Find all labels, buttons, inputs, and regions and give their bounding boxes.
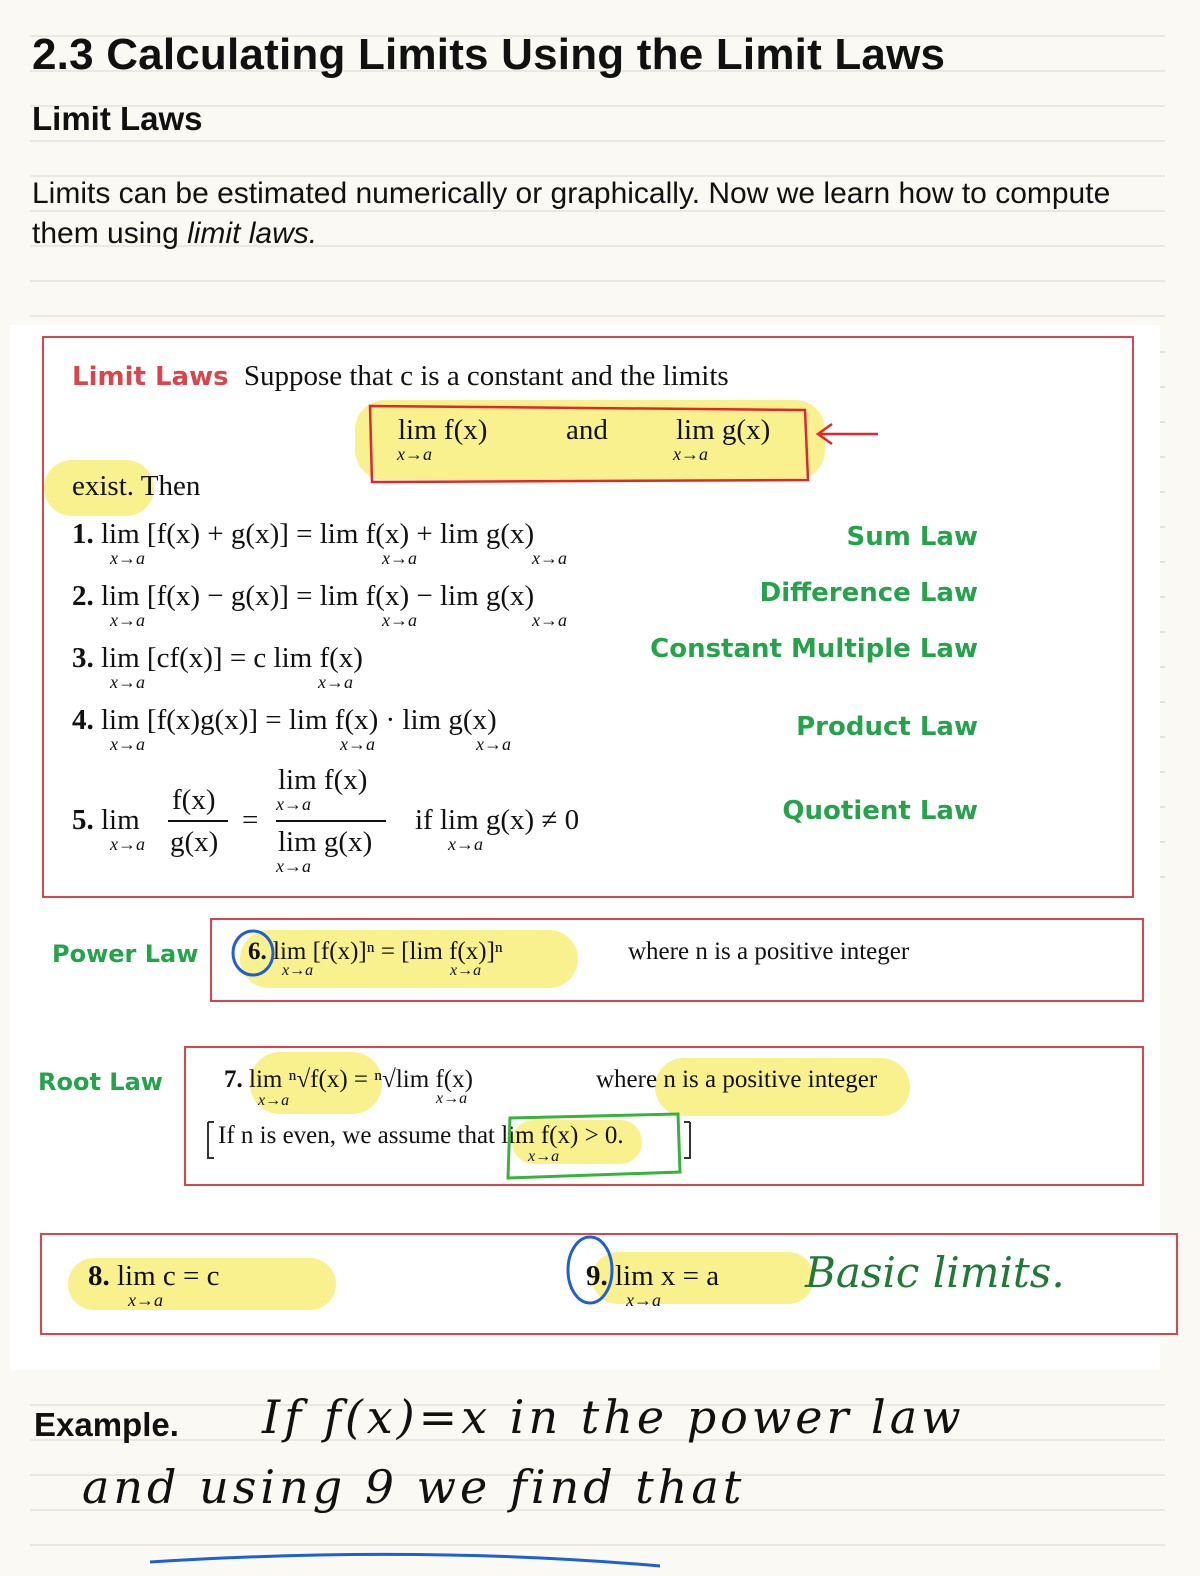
- law-3-sub-a: x→a: [110, 672, 145, 692]
- law-3-name: Constant Multiple Law: [650, 634, 978, 664]
- law-5-rhs-bottom: lim g(x): [278, 826, 373, 858]
- lim-g-subscript: x→a: [673, 444, 708, 464]
- law-8-number: 8.: [88, 1260, 110, 1292]
- power-law-sub-b: x→a: [450, 962, 482, 979]
- law-2-sub-c: x→a: [532, 610, 567, 630]
- power-law-expression: lim [f(x)]ⁿ = [lim f(x)]ⁿ: [273, 938, 503, 965]
- law-1-expression: lim [f(x) + g(x)] = lim f(x) + lim g(x): [101, 518, 535, 550]
- law-4-expression: lim [f(x)g(x)] = lim f(x) · lim g(x): [101, 704, 497, 736]
- law-5-lim: lim: [101, 804, 140, 836]
- law-5-sub-c: x→a: [276, 856, 311, 876]
- law-4-name: Product Law: [796, 712, 978, 742]
- law-3-sub-b: x→a: [318, 672, 353, 692]
- then-word: Then: [140, 470, 201, 502]
- law-5-equals: =: [242, 804, 259, 836]
- root-law-number: 7.: [224, 1066, 243, 1093]
- law-8-expression: lim c = c: [117, 1260, 220, 1292]
- law-5-frac-bottom: g(x): [170, 826, 219, 858]
- law-1-sub-a: x→a: [110, 548, 145, 568]
- law-2-sub-a: x→a: [110, 610, 145, 630]
- law-5-sub-d: x→a: [448, 834, 483, 854]
- root-law-label: Root Law: [38, 1068, 163, 1096]
- lim-f-subscript: x→a: [397, 444, 432, 464]
- law-4-sub-c: x→a: [476, 734, 511, 754]
- law-8-sub: x→a: [128, 1290, 163, 1310]
- example-line-1: If f(x)=x in the power law: [262, 1390, 965, 1444]
- section-subtitle: Limit Laws: [32, 100, 203, 137]
- law-5-rhs-top: lim f(x): [278, 764, 368, 796]
- root-law-sub-c: x→a: [528, 1148, 560, 1165]
- law-9-expression: lim x = a: [615, 1260, 720, 1292]
- law-3-number: 3.: [72, 642, 94, 674]
- law-1-number: 1.: [72, 518, 94, 550]
- power-law-condition: where n is a positive integer: [628, 938, 910, 965]
- root-law-sub-b: x→a: [436, 1090, 468, 1107]
- law-5-condition: if lim g(x) ≠ 0: [415, 804, 580, 836]
- example-line-2: and using 9 we find that: [82, 1460, 746, 1514]
- power-law-label: Power Law: [52, 940, 199, 968]
- law-9-number: 9.: [586, 1260, 608, 1292]
- law-5-sub-b: x→a: [276, 794, 311, 814]
- law-9-sub: x→a: [626, 1290, 661, 1310]
- power-law-sub-a: x→a: [282, 962, 314, 979]
- law-5-name: Quotient Law: [782, 796, 978, 826]
- root-law-sub-a: x→a: [258, 1092, 290, 1109]
- intro-text: Limits can be estimated numerically or graphically. Now we learn how to compute them using: [32, 177, 1111, 250]
- lim-g-expression: lim g(x): [676, 414, 771, 446]
- intro-emphasis: limit laws.: [187, 217, 318, 250]
- law-3-expression: lim [cf(x)] = c lim f(x): [101, 642, 363, 674]
- law-1-name: Sum Law: [846, 522, 978, 552]
- law-1-sub-b: x→a: [382, 548, 417, 568]
- law-4-sub-a: x→a: [110, 734, 145, 754]
- basic-limits-note: Basic limits.: [805, 1248, 1065, 1297]
- laws-heading: Limit Laws: [72, 362, 229, 392]
- lim-f-expression: lim f(x): [398, 414, 488, 446]
- example-label: Example.: [34, 1406, 179, 1443]
- law-2-number: 2.: [72, 580, 94, 612]
- law-5-frac-top: f(x): [172, 784, 216, 816]
- law-4-number: 4.: [72, 704, 94, 736]
- law-5-sub-a: x→a: [110, 834, 145, 854]
- law-1-sub-c: x→a: [532, 548, 567, 568]
- law-2-sub-b: x→a: [382, 610, 417, 630]
- root-law-expression: lim ⁿ√f(x) = ⁿ√lim f(x): [249, 1066, 473, 1093]
- laws-lead: Suppose that c is a constant and the limits: [243, 360, 729, 392]
- law-2-name: Difference Law: [759, 578, 978, 608]
- root-law-condition: where n is a positive integer: [596, 1066, 878, 1093]
- law-4-sub-b: x→a: [340, 734, 375, 754]
- page-title: 2.3 Calculating Limits Using the Limit Laws: [32, 30, 946, 79]
- and-word: and: [566, 414, 608, 446]
- law-2-expression: lim [f(x) − g(x)] = lim f(x) − lim g(x): [101, 580, 535, 612]
- law-5-number: 5.: [72, 804, 94, 836]
- root-law-note: If n is even, we assume that lim f(x) > 0.: [218, 1122, 624, 1149]
- power-law-number: 6.: [248, 938, 267, 965]
- exist-word: exist.: [72, 470, 135, 502]
